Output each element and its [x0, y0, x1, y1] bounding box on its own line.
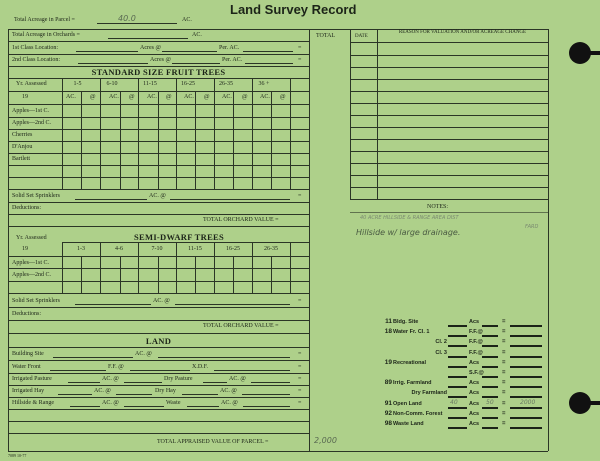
grid-vline — [233, 91, 234, 189]
grid-vline — [195, 91, 196, 189]
form-number: 7089 10-77 — [8, 453, 27, 458]
code-unit: Acs — [469, 360, 480, 366]
land-heading: LAND — [145, 336, 172, 346]
second-class-eq: = — [298, 57, 302, 63]
standard-ac-1: AC. — [66, 94, 76, 100]
semi-total-label: TOTAL ORCHARD VALUE = — [203, 323, 279, 329]
code-acre-line — [448, 366, 467, 368]
total-acreage-parcel-label: Total Acreage in Parcel = — [14, 17, 75, 23]
code-acre-line — [448, 407, 467, 409]
notes-faint-side: FARD — [525, 224, 539, 230]
code-eq: = — [502, 329, 506, 335]
semi-range-4: 11-15 — [188, 246, 202, 252]
standard-sprinklers-ac: AC. @ — [149, 193, 166, 199]
water-front-underline — [50, 370, 106, 371]
dry-hay-ac-at: AC. @ — [220, 388, 237, 394]
standard-row-label: D'Anjou — [12, 144, 33, 150]
code-name: Irrig. Farmland — [393, 380, 432, 386]
code-rate-line — [482, 325, 498, 327]
reason-rule — [350, 79, 548, 80]
water-front-label: Water Front — [12, 364, 41, 370]
grid-vline — [62, 78, 63, 189]
total-acreage-orchards-label: Total Acreage in Orchards = — [12, 32, 80, 38]
code-unit: Acs — [469, 401, 480, 407]
row-rule — [8, 397, 309, 398]
reason-rule — [350, 67, 548, 68]
standard-year-prefix: 19 — [22, 94, 28, 100]
standard-ac-4: AC. — [184, 94, 194, 100]
standard-range-3: 11-15 — [143, 81, 157, 87]
code-rate-line — [482, 345, 498, 347]
reason-rule — [350, 175, 548, 176]
standard-deductions-label: Deductions: — [12, 205, 41, 211]
waste-value-underline — [243, 406, 290, 407]
semi-range-2: 4-6 — [115, 246, 123, 252]
semi-sprinklers-ac: AC. @ — [153, 298, 170, 304]
building-site-value-underline — [158, 357, 290, 358]
first-class-acres-at: Acres @ — [140, 45, 162, 51]
code-number: 98 — [384, 420, 392, 427]
reason-rule — [350, 42, 548, 43]
row-rule — [8, 41, 309, 42]
code-rate-line — [482, 427, 498, 429]
standard-range-1: 1-5 — [73, 81, 82, 87]
semi-yr-assessed: Yr. Assessed — [16, 235, 47, 241]
open-land-value: 50 — [486, 399, 494, 406]
dry-hay-value-underline — [242, 394, 290, 395]
frame-bottom — [8, 451, 548, 452]
semi-deductions-label: Deductions: — [12, 311, 41, 317]
dry-hay-underline — [182, 394, 218, 395]
code-value-line — [510, 427, 542, 429]
reason-rule — [350, 55, 548, 56]
semi-range-6: 26-35 — [264, 246, 278, 252]
water-front-ff-at: F.F. @ — [108, 364, 124, 370]
code-eq: = — [502, 339, 506, 345]
second-class-acres-underline — [172, 63, 220, 64]
semi-year-prefix: 19 — [22, 246, 28, 252]
code-rate-line — [482, 376, 498, 378]
grid-vline — [271, 91, 272, 189]
water-front-ff-underline — [130, 370, 190, 371]
grid-vline — [100, 78, 101, 189]
row-rule — [8, 54, 309, 55]
dry-pasture-underline — [203, 382, 227, 383]
dry-pasture-value-underline — [251, 382, 290, 383]
hillside-eq: = — [298, 400, 302, 406]
code-name: Dry Farmland — [411, 390, 447, 396]
code-acre-line — [448, 417, 467, 419]
row-rule — [8, 421, 309, 422]
irrigated-hay-underline — [58, 394, 92, 395]
row-rule — [8, 333, 309, 334]
first-class-per-ac: Per. AC. — [219, 45, 240, 51]
building-site-eq: = — [298, 351, 302, 357]
code-eq: = — [502, 319, 506, 325]
irrigated-pasture-label: Irrigated Pasture — [12, 376, 52, 382]
building-site-underline — [53, 357, 133, 358]
code-unit: Acs — [469, 380, 480, 386]
parcel-acreage-underline — [97, 23, 177, 24]
standard-sprinklers-label: Solid Set Sprinklers — [12, 193, 61, 199]
reason-rule — [350, 103, 548, 104]
standard-at-1: @ — [90, 94, 96, 100]
semi-sprinklers-value-underline — [175, 304, 290, 305]
grid-vline — [158, 91, 159, 189]
semi-range-1: 1-3 — [77, 246, 85, 252]
row-rule — [8, 293, 309, 294]
grid-vline — [214, 242, 215, 293]
standard-ac-6: AC. — [260, 94, 270, 100]
code-eq: = — [502, 401, 506, 407]
code-acre-line — [448, 396, 467, 398]
grid-vline — [233, 256, 234, 293]
standard-range-6: 36 + — [258, 81, 270, 87]
code-acre-line — [448, 376, 467, 378]
row-rule — [8, 347, 309, 348]
grid-vline — [138, 242, 139, 293]
row-rule — [8, 409, 309, 410]
irrigated-pasture-eq: = — [298, 376, 302, 382]
first-class-acres-underline — [162, 51, 217, 52]
standard-row-label: Bartlett — [12, 156, 30, 162]
orchards-underline — [108, 38, 188, 39]
first-class-underline — [76, 51, 138, 52]
parcel-acreage-value: 40.0 — [118, 14, 136, 23]
dry-hay-label: Dry Hay — [155, 388, 176, 394]
hillside-value-underline — [124, 406, 164, 407]
water-front-xdf: X.D.F. — [192, 364, 209, 370]
code-name: Cl. 2 — [435, 339, 447, 345]
code-unit: Acs — [469, 421, 480, 427]
grid-vline — [176, 78, 177, 189]
irrigated-pasture-underline — [68, 382, 100, 383]
code-acre-line — [448, 386, 467, 388]
reason-rule — [350, 187, 548, 188]
code-number: 92 — [384, 410, 392, 417]
standard-at-3: @ — [166, 94, 172, 100]
standard-at-6: @ — [280, 94, 286, 100]
col-total-left — [309, 29, 310, 451]
code-eq: = — [502, 390, 506, 396]
row-rule — [8, 360, 309, 361]
reason-column-header: REASON FOR VALUATION AND/OR ACREAGE CHANGE — [398, 30, 527, 35]
building-site-ac-at: AC. @ — [135, 351, 152, 357]
second-class-per-ac: Per. AC. — [222, 57, 243, 63]
water-front-eq: = — [298, 364, 302, 370]
code-unit: Acs — [469, 411, 480, 417]
standard-ac-2: AC. — [109, 94, 119, 100]
binder-slot-bottom — [588, 401, 600, 405]
code-acre-line — [448, 325, 467, 327]
second-class-acres-at: Acres @ — [150, 57, 172, 63]
dry-pasture-ac-at: AC. @ — [229, 376, 246, 382]
standard-row-label: Apples—2nd C. — [12, 120, 51, 126]
code-name: Open Land — [393, 401, 422, 407]
standard-row-label: Apples—1st C. — [12, 108, 50, 114]
grid-vline — [100, 242, 101, 293]
code-rate-line — [482, 407, 498, 409]
row-rule — [8, 214, 309, 215]
waste-label: Waste — [166, 400, 181, 406]
code-number: 91 — [384, 400, 392, 407]
code-name: Non-Comm. Forest — [393, 411, 443, 417]
code-value-line — [510, 386, 542, 388]
semi-row-label: Apples—1st C. — [12, 260, 50, 266]
row-rule — [8, 307, 309, 308]
grid-vline — [81, 256, 82, 293]
code-number: 89 — [384, 379, 392, 386]
standard-sprinklers-value-underline — [170, 199, 290, 200]
semi-range-5: 16-25 — [226, 246, 240, 252]
code-number: 19 — [384, 359, 392, 366]
standard-at-5: @ — [242, 94, 248, 100]
first-class-label: 1st Class Location: — [12, 45, 58, 51]
code-value-line — [510, 396, 542, 398]
code-value-line — [510, 366, 542, 368]
irrigated-hay-eq: = — [298, 388, 302, 394]
standard-sprinklers-eq: = — [298, 193, 302, 199]
row-rule — [8, 385, 309, 386]
code-value-line — [510, 356, 542, 358]
open-land-value: 40 — [450, 399, 458, 406]
code-name: Water Fr. Cl. 1 — [393, 329, 430, 335]
code-unit: S.F.@ — [469, 370, 484, 376]
hillside-label: Hillside & Range — [12, 400, 54, 406]
irrigated-pasture-ac-at: AC. @ — [102, 376, 119, 382]
standard-at-4: @ — [204, 94, 210, 100]
total-appraised-label: TOTAL APPRAISED VALUE OF PARCEL = — [157, 439, 269, 445]
grid-vline — [158, 256, 159, 293]
standard-range-2: 6-10 — [106, 81, 118, 87]
grid-vline — [62, 242, 63, 293]
notes-handwritten: Hillside w/ large drainage. — [356, 228, 461, 237]
irrigated-hay-ac-at: AC. @ — [94, 388, 111, 394]
open-land-value: 2000 — [520, 399, 536, 406]
row-rule — [8, 202, 309, 203]
code-value-line — [510, 376, 542, 378]
reason-rule — [350, 127, 548, 128]
standard-trees-heading: STANDARD SIZE FRUIT TREES — [91, 67, 226, 77]
code-rate-line — [482, 417, 498, 419]
notes-label: NOTES: — [427, 204, 448, 210]
row-rule — [8, 226, 309, 227]
grid-vline — [195, 256, 196, 293]
waste-ac-at: AC. @ — [221, 400, 238, 406]
code-name: Bldg. Site — [393, 319, 419, 325]
first-class-value-underline — [243, 51, 293, 52]
code-name: Recreational — [393, 360, 427, 366]
grid-vline — [290, 242, 291, 293]
hillside-ac-at: AC. @ — [102, 400, 119, 406]
code-acre-line — [448, 356, 467, 358]
total-appraised-value: 2,000 — [314, 436, 337, 445]
row-rule — [8, 78, 309, 79]
code-name: Waste Land — [393, 421, 424, 427]
code-eq: = — [502, 421, 506, 427]
reason-rule — [350, 139, 548, 140]
code-eq: = — [502, 380, 506, 386]
notes-faint-line: 40 ACRE HILLSIDE & RANGE AREA DIST — [360, 215, 459, 221]
notes-top-line — [350, 199, 548, 200]
standard-ac-5: AC. — [222, 94, 232, 100]
frame-left — [8, 29, 9, 451]
waste-underline — [187, 406, 219, 407]
building-site-label: Building Site — [12, 351, 44, 357]
grid-vline — [120, 91, 121, 189]
standard-row-label: Cherries — [12, 132, 33, 138]
standard-range-4: 16-25 — [181, 81, 195, 87]
row-rule — [8, 189, 309, 190]
code-unit: F.F.@ — [469, 329, 483, 335]
code-unit: F.F.@ — [469, 350, 483, 356]
reason-rule — [350, 91, 548, 92]
grid-vline — [81, 91, 82, 189]
standard-ac-3: AC. — [147, 94, 157, 100]
total-column-header: TOTAL — [316, 33, 336, 39]
water-front-xdf-underline — [214, 370, 290, 371]
standard-sprinklers-underline — [75, 199, 147, 200]
semi-row-label: Apples—2nd C. — [12, 272, 51, 278]
code-rate-line — [482, 386, 498, 388]
irrigated-pasture-value-underline — [124, 382, 162, 383]
dry-pasture-label: Dry Pasture — [164, 376, 193, 382]
grid-vline — [120, 256, 121, 293]
page-title: Land Survey Record — [230, 2, 357, 17]
second-class-underline — [78, 63, 148, 64]
row-rule — [8, 433, 309, 434]
code-rate-line — [482, 396, 498, 398]
code-acre-line — [448, 345, 467, 347]
standard-range-5: 26-35 — [219, 81, 233, 87]
semi-range-3: 7-10 — [151, 246, 163, 252]
grid-vline — [271, 256, 272, 293]
code-number: 11 — [385, 318, 392, 325]
second-class-value-underline — [245, 63, 293, 64]
irrigated-hay-label: Irrigated Hay — [12, 388, 45, 394]
second-class-label: 2nd Class Location: — [12, 57, 60, 63]
standard-at-2: @ — [129, 94, 135, 100]
grid-vline — [176, 242, 177, 293]
semi-sprinklers-label: Solid Set Sprinklers — [12, 298, 61, 304]
row-rule — [8, 373, 309, 374]
code-eq: = — [502, 360, 506, 366]
standard-total-label: TOTAL ORCHARD VALUE = — [203, 217, 279, 223]
code-rate-line — [482, 356, 498, 358]
code-value-line — [510, 325, 542, 327]
code-value-line — [510, 407, 542, 409]
parcel-ac-label: AC. — [182, 17, 192, 23]
date-column-header: DATE — [355, 34, 368, 39]
hillside-underline — [70, 406, 100, 407]
code-unit: Acs — [469, 390, 480, 396]
irrigated-hay-value-underline — [116, 394, 152, 395]
grid-vline — [252, 78, 253, 189]
standard-yr-assessed: Yr. Assessed — [16, 81, 47, 87]
code-eq: = — [502, 350, 506, 356]
frame-right — [548, 29, 549, 451]
grid-vline — [214, 78, 215, 189]
notes-rule — [350, 212, 548, 213]
reason-rule — [350, 115, 548, 116]
binder-slot-top — [588, 51, 600, 55]
row-rule — [8, 320, 309, 321]
semi-dwarf-heading: SEMI-DWARF TREES — [134, 232, 225, 242]
semi-sprinklers-eq: = — [298, 298, 302, 304]
reason-rule — [350, 151, 548, 152]
code-rate-line — [482, 366, 498, 368]
semi-sprinklers-underline — [75, 304, 151, 305]
code-eq: = — [502, 370, 506, 376]
code-unit: F.F.@ — [469, 339, 483, 345]
orchards-ac-label: AC. — [192, 32, 202, 38]
first-class-eq: = — [298, 45, 302, 51]
reason-rule — [350, 163, 548, 164]
code-acre-line — [448, 427, 467, 429]
code-acre-line — [448, 335, 467, 337]
code-number: 18 — [384, 328, 392, 335]
code-name: Cl. 3 — [435, 350, 447, 356]
grid-vline — [138, 78, 139, 189]
code-unit: Acs — [469, 319, 480, 325]
code-value-line — [510, 335, 542, 337]
grid-vline — [290, 78, 291, 189]
code-value-line — [510, 345, 542, 347]
grid-vline — [252, 242, 253, 293]
code-eq: = — [502, 411, 506, 417]
code-value-line — [510, 417, 542, 419]
code-rate-line — [482, 335, 498, 337]
